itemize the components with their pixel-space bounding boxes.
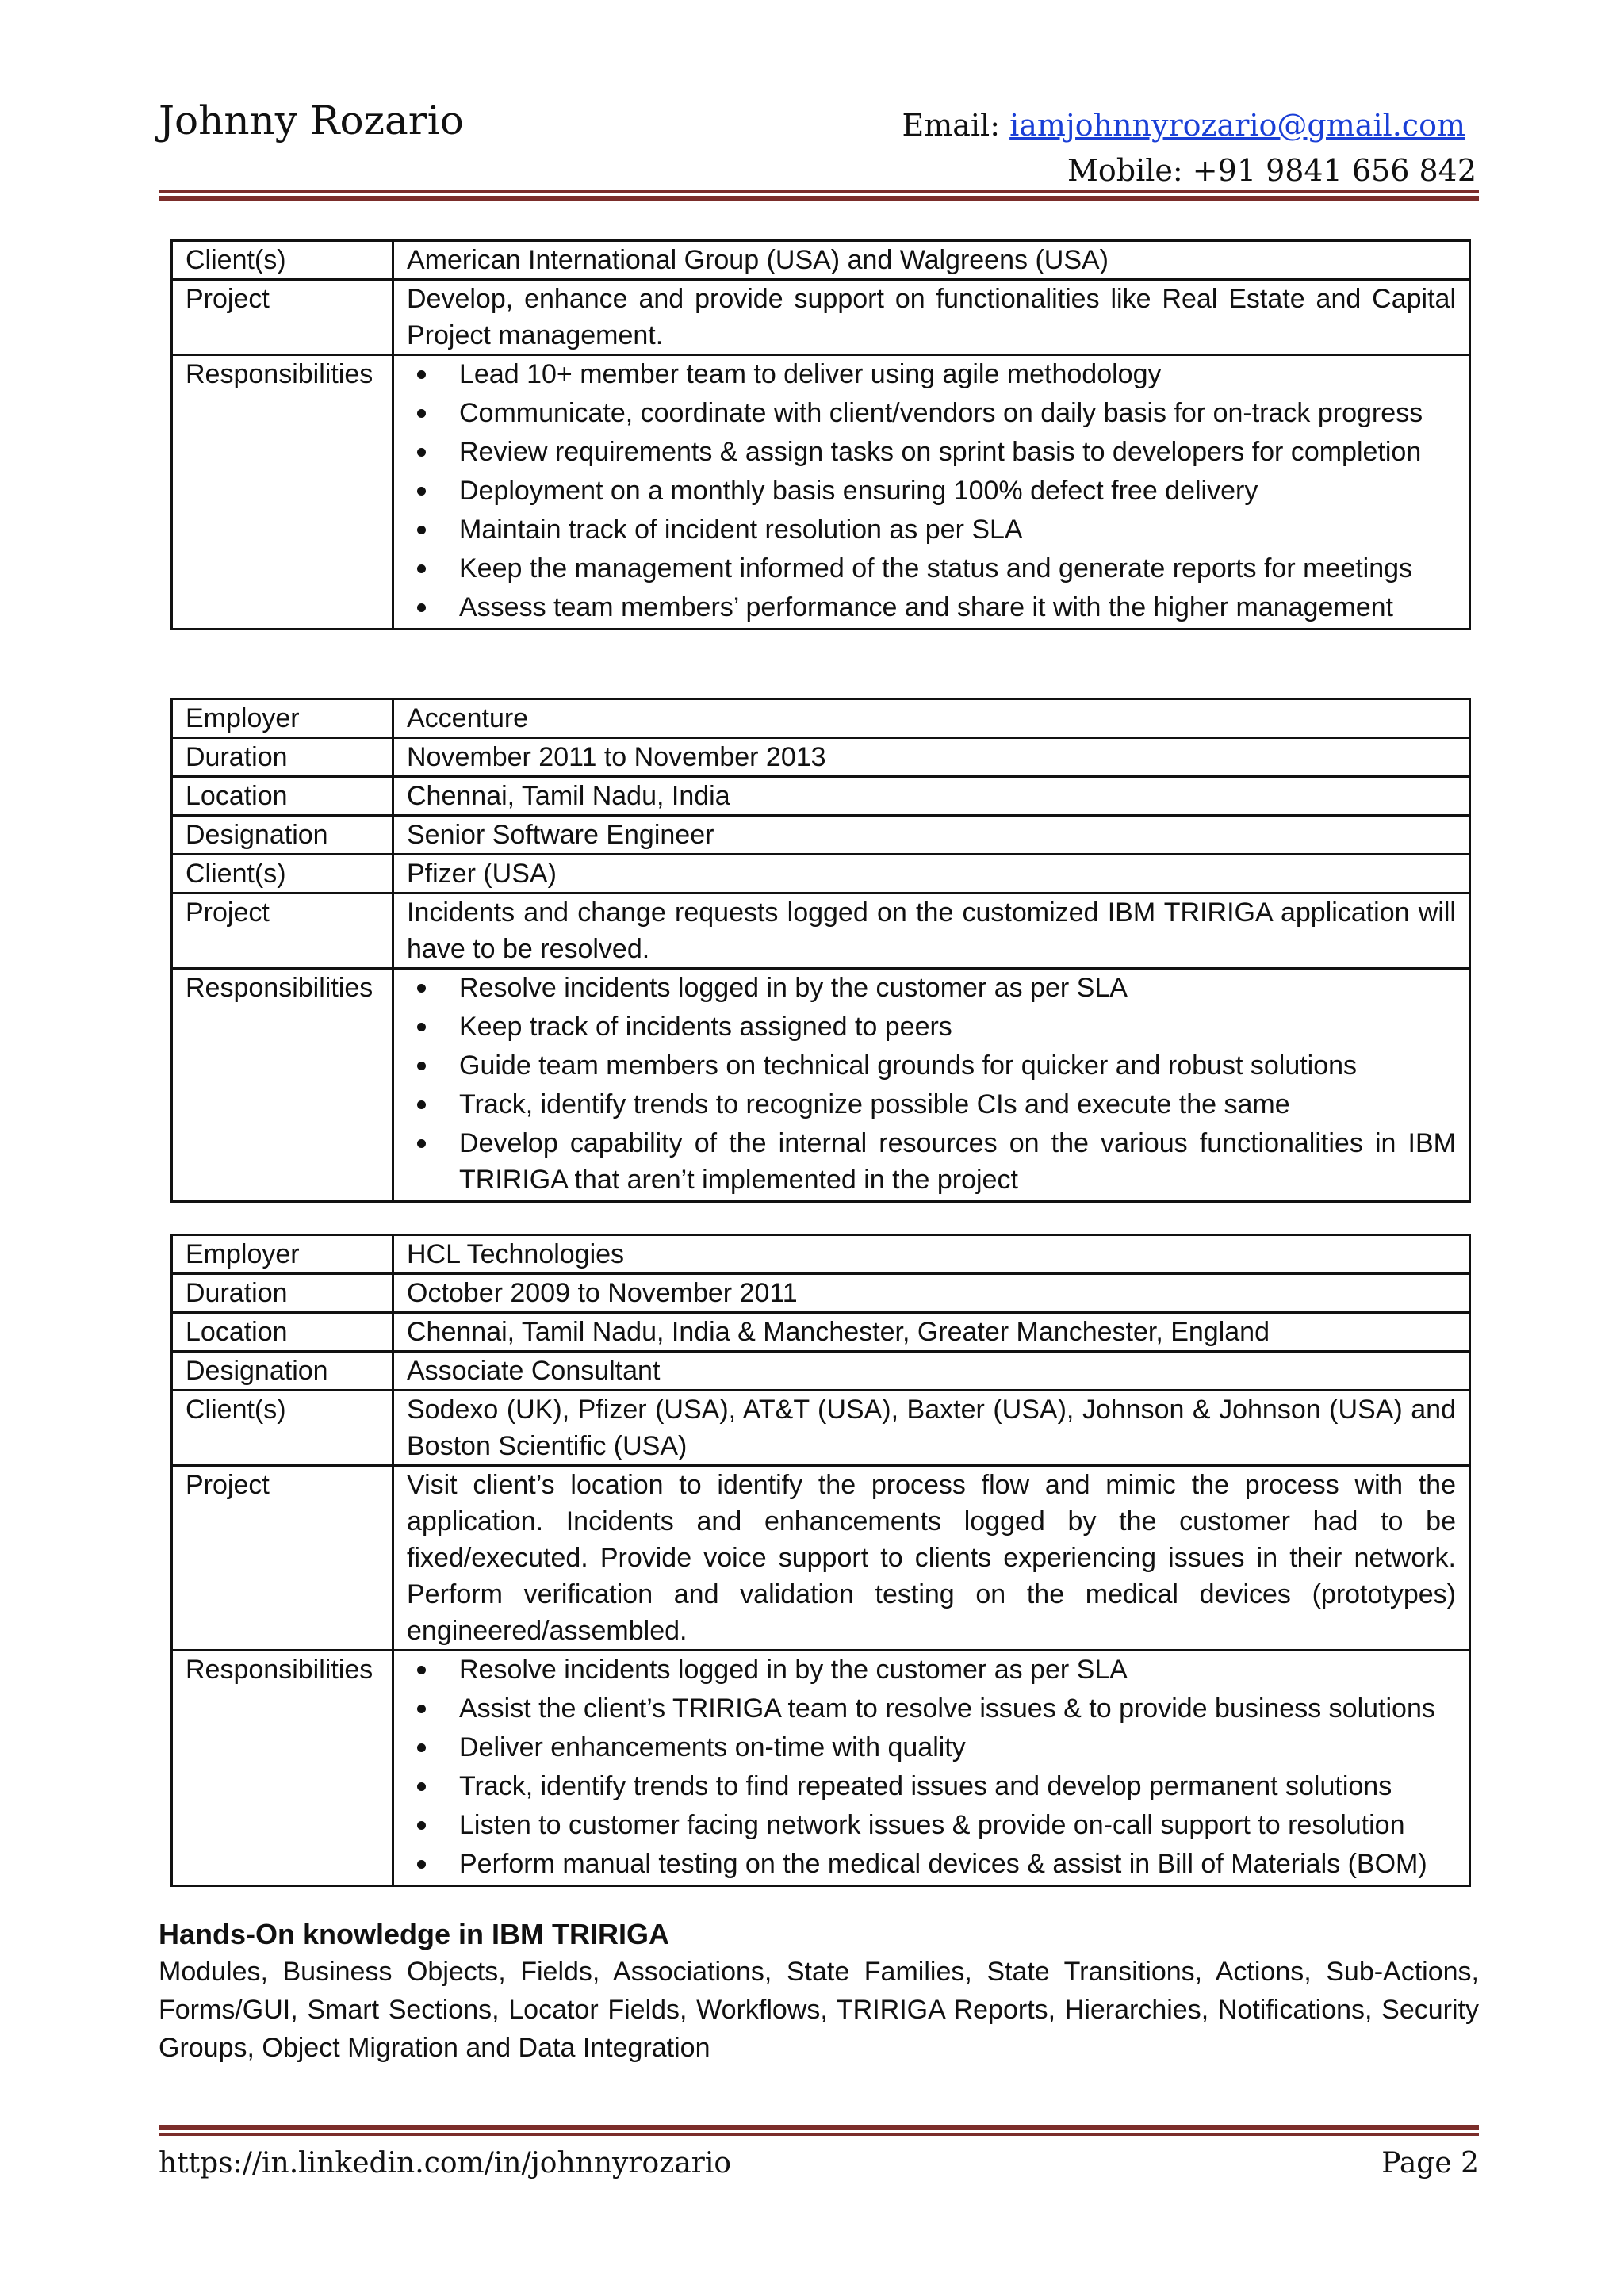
client-label: Client(s) bbox=[172, 241, 393, 280]
employer-label: Employer bbox=[172, 699, 393, 738]
list-item: Assess team members’ performance and share it with the higher management bbox=[407, 589, 1456, 626]
list-item: Review requirements & assign tasks on sprint basis to developers for completion bbox=[407, 434, 1456, 470]
project-value: Incidents and change requests logged on the customized IBM TRIRIGA application will have to be resolved. bbox=[393, 894, 1470, 969]
responsibilities-list bbox=[407, 1651, 1456, 1882]
location-value: Chennai, Tamil Nadu, India bbox=[393, 777, 1470, 816]
project-value: Develop, enhance and provide support on functionalities like Real Estate and Capital Project management. bbox=[393, 280, 1470, 355]
responsibilities-label: Responsibilities bbox=[172, 969, 393, 1202]
client-label: Client(s) bbox=[172, 855, 393, 894]
mobile-line bbox=[1067, 152, 1477, 189]
list-item: Track, identify trends to recognize possible CIs and execute the same bbox=[407, 1086, 1456, 1123]
duration-label: Duration bbox=[172, 738, 393, 777]
responsibilities-label: Responsibilities bbox=[172, 355, 393, 629]
job-table-hcl bbox=[170, 1234, 1471, 1887]
list-item: Assist the client’s TRIRIGA team to resolve issues & to provide business solutions bbox=[407, 1690, 1456, 1727]
client-value: Pfizer (USA) bbox=[393, 855, 1470, 894]
client-label: Client(s) bbox=[172, 1391, 393, 1466]
list-item: Guide team members on technical grounds for quicker and robust solutions bbox=[407, 1047, 1456, 1084]
table-row bbox=[172, 1313, 1470, 1352]
employer-label: Employer bbox=[172, 1235, 393, 1274]
table-row bbox=[172, 1391, 1470, 1466]
table-row bbox=[172, 1235, 1470, 1274]
table-row bbox=[172, 816, 1470, 855]
table-row bbox=[172, 1352, 1470, 1391]
table-row bbox=[172, 1466, 1470, 1651]
list-item: Resolve incidents logged in by the customer as per SLA bbox=[407, 970, 1456, 1006]
header-divider bbox=[159, 190, 1479, 201]
table-row bbox=[172, 1274, 1470, 1313]
employer-value: Accenture bbox=[393, 699, 1470, 738]
list-item: Deployment on a monthly basis ensuring 100% defect free delivery bbox=[407, 473, 1456, 509]
table-row bbox=[172, 355, 1470, 629]
list-item: Track, identify trends to find repeated issues and develop permanent solutions bbox=[407, 1768, 1456, 1804]
knowledge-heading: Hands-On knowledge in IBM TRIRIGA bbox=[159, 1918, 670, 1950]
mobile-label: Mobile: bbox=[1067, 153, 1183, 188]
table-row bbox=[172, 241, 1470, 280]
location-label: Location bbox=[172, 777, 393, 816]
employer-value: HCL Technologies bbox=[393, 1235, 1470, 1274]
list-item: Maintain track of incident resolution as per SLA bbox=[407, 511, 1456, 548]
duration-label: Duration bbox=[172, 1274, 393, 1313]
client-value: American International Group (USA) and Walgreens (USA) bbox=[393, 241, 1470, 280]
duration-value: October 2009 to November 2011 bbox=[393, 1274, 1470, 1313]
list-item: Deliver enhancements on-time with quality bbox=[407, 1729, 1456, 1766]
responsibilities-label: Responsibilities bbox=[172, 1651, 393, 1886]
list-item: Develop capability of the internal resources on the various functionalities in IBM TRIRIGA that aren’t implemented in the project bbox=[407, 1125, 1456, 1198]
responsibilities-cell bbox=[393, 355, 1470, 629]
list-item: Perform manual testing on the medical devices & assist in Bill of Materials (BOM) bbox=[407, 1846, 1456, 1882]
location-label: Location bbox=[172, 1313, 393, 1352]
project-label: Project bbox=[172, 894, 393, 969]
list-item: Listen to customer facing network issues & provide on-call support to resolution bbox=[407, 1807, 1456, 1843]
list-item: Keep track of incidents assigned to peers bbox=[407, 1008, 1456, 1045]
list-item: Resolve incidents logged in by the customer as per SLA bbox=[407, 1651, 1456, 1688]
table-row bbox=[172, 855, 1470, 894]
email-label: Email: bbox=[902, 108, 1000, 143]
table-row bbox=[172, 894, 1470, 969]
email-link[interactable]: iamjohnnyrozario@gmail.com bbox=[1009, 108, 1465, 143]
table-row bbox=[172, 738, 1470, 777]
designation-value: Senior Software Engineer bbox=[393, 816, 1470, 855]
table-row bbox=[172, 699, 1470, 738]
designation-label: Designation bbox=[172, 816, 393, 855]
job-table-accenture bbox=[170, 698, 1471, 1203]
mobile-number: +91 9841 656 842 bbox=[1192, 153, 1477, 188]
designation-label: Designation bbox=[172, 1352, 393, 1391]
email-line bbox=[902, 107, 1465, 144]
table-row bbox=[172, 280, 1470, 355]
designation-value: Associate Consultant bbox=[393, 1352, 1470, 1391]
client-value: Sodexo (UK), Pfizer (USA), AT&T (USA), Baxter (USA), Johnson & Johnson (USA) and Boston Scientific (USA) bbox=[393, 1391, 1470, 1466]
knowledge-body: Modules, Business Objects, Fields, Associations, State Families, State Transitions, Actions, Sub-Actions, Forms/GUI, Smart Sections, Locator Fields, Workflows, TRIRIGA Reports, Hierarchies, Notifications, Security Groups, Object Migration and Data Integration bbox=[159, 1957, 1479, 2063]
table-row bbox=[172, 777, 1470, 816]
table-row bbox=[172, 1651, 1470, 1886]
responsibilities-list bbox=[407, 970, 1456, 1198]
location-value: Chennai, Tamil Nadu, India & Manchester, Greater Manchester, England bbox=[393, 1313, 1470, 1352]
project-value: Visit client’s location to identify the process flow and mimic the process with the application. Incidents and enhancements logged by the customer had to be fixed/executed. Provide voice support to clients experiencing issues in their network. Perform verification and validation testing on the medical devices (prototypes) engineered/assembled. bbox=[393, 1466, 1470, 1651]
candidate-name: Johnny Rozario bbox=[159, 98, 464, 144]
list-item: Keep the management informed of the status and generate reports for meetings bbox=[407, 550, 1456, 587]
responsibilities-cell bbox=[393, 969, 1470, 1202]
table-row bbox=[172, 969, 1470, 1202]
footer-divider bbox=[159, 2125, 1479, 2136]
list-item: Lead 10+ member team to deliver using agile methodology bbox=[407, 356, 1456, 392]
linkedin-link[interactable]: https://in.linkedin.com/in/johnnyrozario bbox=[159, 2147, 732, 2179]
job-table-aig bbox=[170, 239, 1471, 630]
list-item: Communicate, coordinate with client/vendors on daily basis for on-track progress bbox=[407, 395, 1456, 431]
page-number: Page 2 bbox=[1381, 2147, 1479, 2179]
responsibilities-cell bbox=[393, 1651, 1470, 1886]
responsibilities-list bbox=[407, 356, 1456, 626]
duration-value: November 2011 to November 2013 bbox=[393, 738, 1470, 777]
project-label: Project bbox=[172, 1466, 393, 1651]
project-label: Project bbox=[172, 280, 393, 355]
